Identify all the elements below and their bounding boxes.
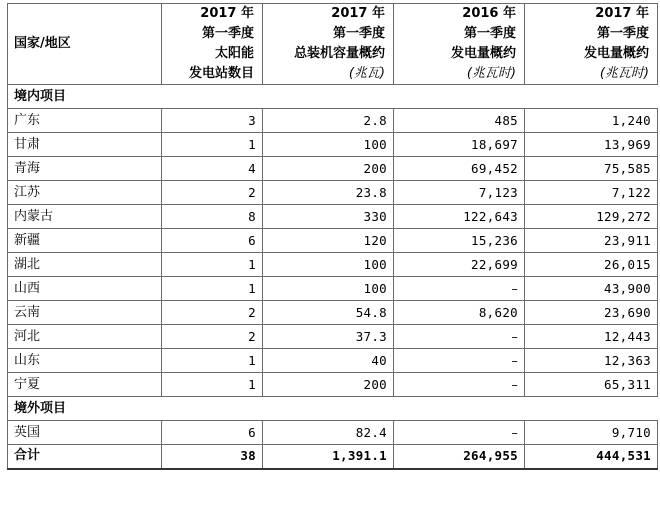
total-gen-2016: 264,955 — [394, 445, 525, 469]
cell-stations: 2 — [162, 325, 263, 349]
cell-region: 河北 — [8, 325, 162, 349]
cell-stations: 2 — [162, 301, 263, 325]
cell-gen-2016: 15,236 — [394, 229, 525, 253]
solar-stations-table — [7, 3, 658, 470]
cell-gen-2016: 8,620 — [394, 301, 525, 325]
cell-region: 云南 — [8, 301, 162, 325]
cell-gen-2017: 129,272 — [525, 205, 658, 229]
table-row — [8, 181, 658, 205]
table-row — [8, 109, 658, 133]
section-label-overseas: 境外项目 — [8, 397, 658, 421]
cell-gen-2017: 26,015 — [525, 253, 658, 277]
cell-capacity: 82.4 — [263, 421, 394, 445]
section-domestic — [8, 85, 658, 109]
cell-gen-2017: 7,122 — [525, 181, 658, 205]
cell-stations: 1 — [162, 373, 263, 397]
cell-stations: 1 — [162, 349, 263, 373]
total-gen-2017: 444,531 — [525, 445, 658, 469]
cell-capacity: 200 — [263, 157, 394, 181]
cell-region: 甘肃 — [8, 133, 162, 157]
cell-gen-2016: 18,697 — [394, 133, 525, 157]
cell-capacity: 100 — [263, 253, 394, 277]
cell-stations: 2 — [162, 181, 263, 205]
cell-gen-2017: 75,585 — [525, 157, 658, 181]
cell-capacity: 54.8 — [263, 301, 394, 325]
cell-gen-2016: – — [394, 373, 525, 397]
cell-region: 山西 — [8, 277, 162, 301]
cell-gen-2017: 43,900 — [525, 277, 658, 301]
cell-stations: 4 — [162, 157, 263, 181]
cell-region: 英国 — [8, 421, 162, 445]
header-capacity: 2017 年 第一季度 总装机容量概约 (兆瓦) — [263, 4, 394, 85]
cell-region: 山东 — [8, 349, 162, 373]
cell-gen-2016: 22,699 — [394, 253, 525, 277]
total-label: 合计 — [8, 445, 162, 469]
cell-capacity: 100 — [263, 133, 394, 157]
table-row — [8, 301, 658, 325]
cell-gen-2017: 23,911 — [525, 229, 658, 253]
cell-capacity: 40 — [263, 349, 394, 373]
cell-gen-2017: 13,969 — [525, 133, 658, 157]
cell-gen-2016: – — [394, 325, 525, 349]
cell-gen-2017: 1,240 — [525, 109, 658, 133]
table-row — [8, 205, 658, 229]
table-row — [8, 277, 658, 301]
header-region: 国家/地区 — [8, 4, 162, 85]
cell-region: 内蒙古 — [8, 205, 162, 229]
cell-region: 宁夏 — [8, 373, 162, 397]
cell-gen-2017: 9,710 — [525, 421, 658, 445]
cell-gen-2016: – — [394, 277, 525, 301]
cell-region: 新疆 — [8, 229, 162, 253]
cell-gen-2017: 23,690 — [525, 301, 658, 325]
total-row — [8, 445, 658, 469]
table-footer — [8, 445, 658, 469]
cell-stations: 1 — [162, 133, 263, 157]
cell-stations: 6 — [162, 421, 263, 445]
cell-capacity: 37.3 — [263, 325, 394, 349]
section-overseas — [8, 397, 658, 421]
cell-capacity: 120 — [263, 229, 394, 253]
cell-region: 湖北 — [8, 253, 162, 277]
cell-gen-2017: 65,311 — [525, 373, 658, 397]
cell-gen-2016: 122,643 — [394, 205, 525, 229]
header-gen-2016: 2016 年 第一季度 发电量概约 (兆瓦时) — [394, 4, 525, 85]
total-stations: 38 — [162, 445, 263, 469]
domestic-rows — [8, 109, 658, 397]
cell-gen-2017: 12,363 — [525, 349, 658, 373]
table-row — [8, 253, 658, 277]
table-row — [8, 421, 658, 445]
table-row — [8, 229, 658, 253]
cell-gen-2016: 485 — [394, 109, 525, 133]
cell-stations: 3 — [162, 109, 263, 133]
header-gen-2017: 2017 年 第一季度 发电量概约 (兆瓦时) — [525, 4, 658, 85]
cell-gen-2016: 69,452 — [394, 157, 525, 181]
cell-region: 江苏 — [8, 181, 162, 205]
cell-gen-2016: 7,123 — [394, 181, 525, 205]
table-row — [8, 349, 658, 373]
cell-region: 青海 — [8, 157, 162, 181]
overseas-rows — [8, 421, 658, 445]
table-row — [8, 373, 658, 397]
cell-stations: 1 — [162, 253, 263, 277]
cell-stations: 8 — [162, 205, 263, 229]
total-capacity: 1,391.1 — [263, 445, 394, 469]
cell-capacity: 330 — [263, 205, 394, 229]
cell-capacity: 2.8 — [263, 109, 394, 133]
cell-region: 广东 — [8, 109, 162, 133]
cell-capacity: 23.8 — [263, 181, 394, 205]
table-row — [8, 157, 658, 181]
table-row — [8, 325, 658, 349]
cell-gen-2016: – — [394, 421, 525, 445]
header-stations: 2017 年 第一季度 太阳能 发电站数目 — [162, 4, 263, 85]
cell-capacity: 100 — [263, 277, 394, 301]
section-label-domestic: 境内项目 — [8, 85, 658, 109]
table-body — [8, 85, 658, 109]
cell-gen-2017: 12,443 — [525, 325, 658, 349]
cell-capacity: 200 — [263, 373, 394, 397]
table-header — [8, 4, 658, 85]
table-row — [8, 133, 658, 157]
cell-stations: 6 — [162, 229, 263, 253]
cell-gen-2016: – — [394, 349, 525, 373]
table-body-overseas — [8, 397, 658, 421]
cell-stations: 1 — [162, 277, 263, 301]
